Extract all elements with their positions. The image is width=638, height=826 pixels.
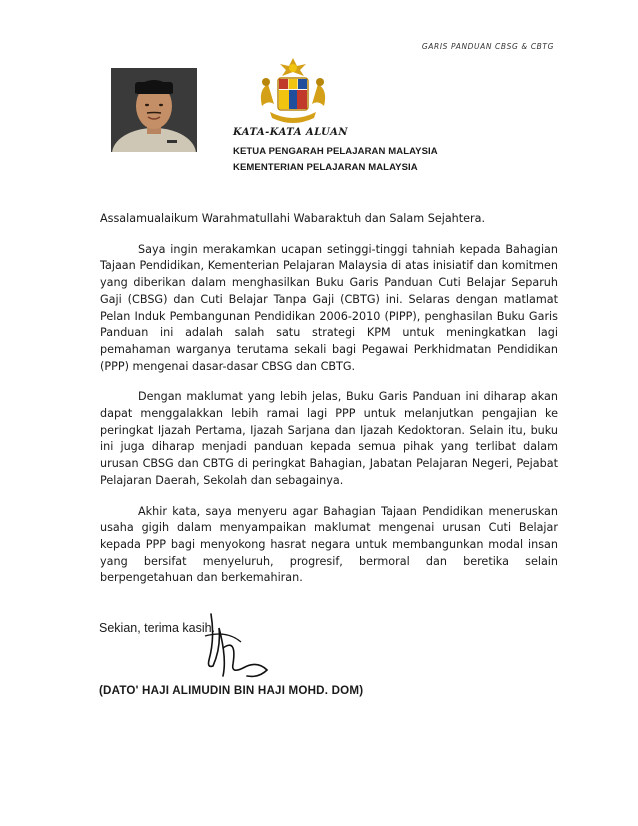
signatory-name: (DATO' HAJI ALIMUDIN BIN HAJI MOHD. DOM) — [99, 684, 364, 697]
paragraph-2: Dengan maklumat yang lebih jelas, Buku Garis Panduan ini diharap akan dapat menggalakkan lebih ramai lagi PPP untuk melanjutkan pengajian ke peringkat Ijazah Pertama, Ijazah Sarjana dan Ijazah Kedoktoran. Selain itu, buku ini juga diharap menjadi panduan kepada semua pihak yang terlibat dalam urusan CBSG dan CBTG di peringkat Bahagian, Jabatan Pelajaran Negeri, Pejabat Pelajaran Daerah, Sekolah dan sebagainya. — [100, 390, 558, 487]
paragraph-3: Akhir kata, saya menyeru agar Bahagian Tajaan Pendidikan meneruskan usaha gigih dalam menyampaikan maklumat mengenai urusan Cuti Belajar kepada PPP bagi menyokong hasrat negara untuk membangunkan modal insan yang bersifat menyeluruh, progresif, bermoral dan beretika selain berpengetahuan dan berkemahiran. — [100, 504, 558, 585]
author-position: KETUA PENGARAH PELAJARAN MALAYSIA — [233, 146, 438, 157]
coat-of-arms-emblem — [248, 54, 338, 128]
portrait-photo — [111, 68, 197, 152]
title-block — [233, 127, 438, 176]
handwritten-signature — [197, 608, 287, 682]
running-header: GARIS PANDUAN CBSG & CBTG — [421, 42, 554, 51]
greeting: Assalamualaikum Warahmatullahi Wabaraktuh dan Salam Sejahtera. — [100, 212, 486, 225]
closing-line: Sekian, terima kasih. — [99, 621, 216, 635]
author-ministry: KEMENTERIAN PELAJARAN MALAYSIA — [233, 162, 418, 173]
letter-body — [100, 211, 558, 601]
foreword-heading: KATA-KATA ALUAN — [233, 127, 348, 138]
paragraph-1: Saya ingin merakamkan ucapan setinggi-tinggi tahniah kepada Bahagian Tajaan Pendidikan, Kementerian Pelajaran Malaysia di atas inisiatif dan komitmen yang diberikan dalam menghasilkan Buku Garis Panduan Cuti Belajar Separuh Gaji (CBSG) dan Cuti Belajar Tanpa Gaji (CBTG) ini. Selaras dengan matlamat Pelan Induk Pembangunan Pendidikan 2006-2010 (PIPP), penghasilan Buku Garis Panduan ini adalah salah satu strategi KPM untuk meningkatkan lagi pemahaman warganya terutama sekali bagi Pegawai Perkhidmatan Pendidikan (PPP) mengenai dasar-dasar CBSG dan CBTG. — [100, 242, 558, 373]
